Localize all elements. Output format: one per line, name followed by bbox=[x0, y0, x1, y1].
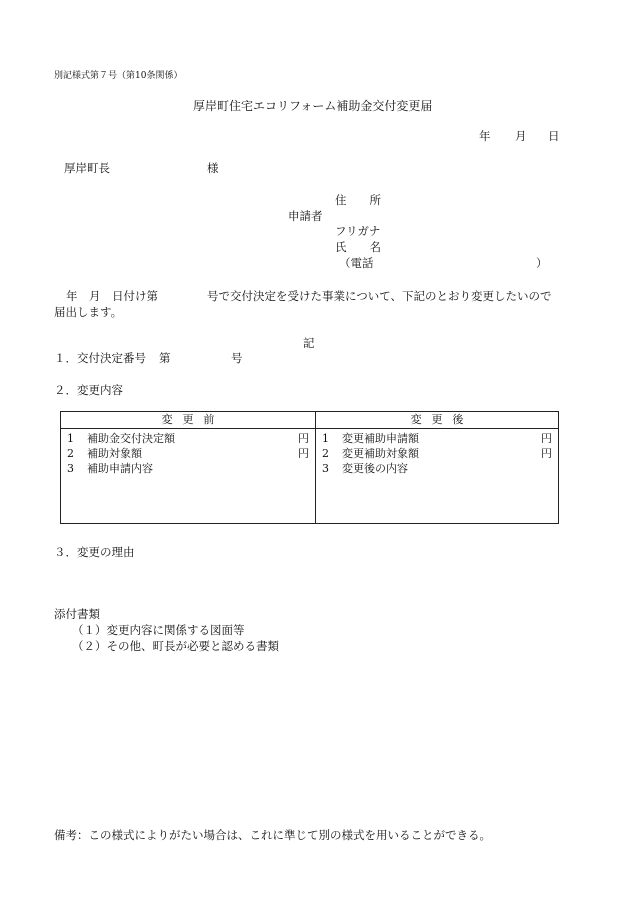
section1-label: １．交付決定番号 bbox=[54, 351, 146, 365]
intro-line2: 届出します。 bbox=[54, 305, 123, 319]
addressee-name: 厚岸町長 bbox=[64, 161, 110, 175]
name-label: 氏 名 bbox=[335, 240, 381, 254]
after-cell bbox=[316, 429, 559, 524]
attachments-heading: 添付書類 bbox=[54, 607, 100, 621]
yen-unit: 円 bbox=[541, 447, 552, 460]
form-code: 別記様式第７号（第10条関係） bbox=[54, 71, 183, 81]
intro-date-part: 年 月 日付け第 bbox=[66, 289, 158, 303]
before-header: 変更前 bbox=[61, 412, 316, 429]
date-month: 月 bbox=[515, 129, 527, 143]
after-row: 3 変更後の内容 bbox=[322, 461, 552, 476]
before-row: 3 補助申請内容 bbox=[67, 461, 309, 476]
yen-unit: 円 bbox=[541, 432, 552, 445]
addressee-honorific: 様 bbox=[207, 161, 219, 175]
after-row: 1 変更補助申請額 円 bbox=[322, 432, 552, 445]
before-row-label: 補助申請内容 bbox=[87, 462, 153, 475]
after-header: 変更後 bbox=[316, 412, 559, 429]
applicant-heading: 申請者 bbox=[288, 209, 323, 223]
after-row-label: 変更補助対象額 bbox=[342, 447, 419, 460]
change-table bbox=[60, 411, 559, 524]
section1-dai: 第 bbox=[159, 351, 171, 365]
before-row: 2 補助対象額 円 bbox=[67, 447, 309, 460]
page-title: 厚岸町住宅エコリフォーム補助金交付変更届 bbox=[193, 99, 433, 113]
attachment-item: （２）その他、町長が必要と認める書類 bbox=[72, 639, 279, 653]
address-label: 住 所 bbox=[335, 193, 381, 207]
before-cell bbox=[61, 429, 316, 524]
footnote: 備考：この様式によりがたい場合は、これに準じて別の様式を用いることができる。 bbox=[54, 828, 491, 842]
yen-unit: 円 bbox=[298, 447, 309, 460]
date-year: 年 bbox=[479, 129, 491, 143]
yen-unit: 円 bbox=[298, 432, 309, 445]
furigana-label: フリガナ bbox=[335, 224, 381, 238]
after-row-label: 変更後の内容 bbox=[342, 462, 408, 475]
after-row-label: 変更補助申請額 bbox=[342, 432, 419, 445]
section2-label: ２．変更内容 bbox=[54, 383, 123, 397]
after-row: 2 変更補助対象額 円 bbox=[322, 447, 552, 460]
section1-go: 号 bbox=[231, 351, 243, 365]
before-row: 1 補助金交付決定額 円 bbox=[67, 432, 309, 445]
phone-close: ） bbox=[536, 256, 548, 270]
phone-label: （電話 bbox=[339, 256, 374, 270]
before-row-label: 補助対象額 bbox=[87, 447, 142, 460]
date-day: 日 bbox=[548, 129, 560, 143]
before-row-label: 補助金交付決定額 bbox=[87, 432, 175, 445]
ki-heading: 記 bbox=[303, 336, 315, 350]
intro-text-part: 号で交付決定を受けた事業について、下記のとおり変更したいので bbox=[207, 289, 552, 303]
attachment-item: （１）変更内容に関係する図面等 bbox=[72, 623, 245, 637]
section3-label: ３．変更の理由 bbox=[54, 545, 135, 559]
